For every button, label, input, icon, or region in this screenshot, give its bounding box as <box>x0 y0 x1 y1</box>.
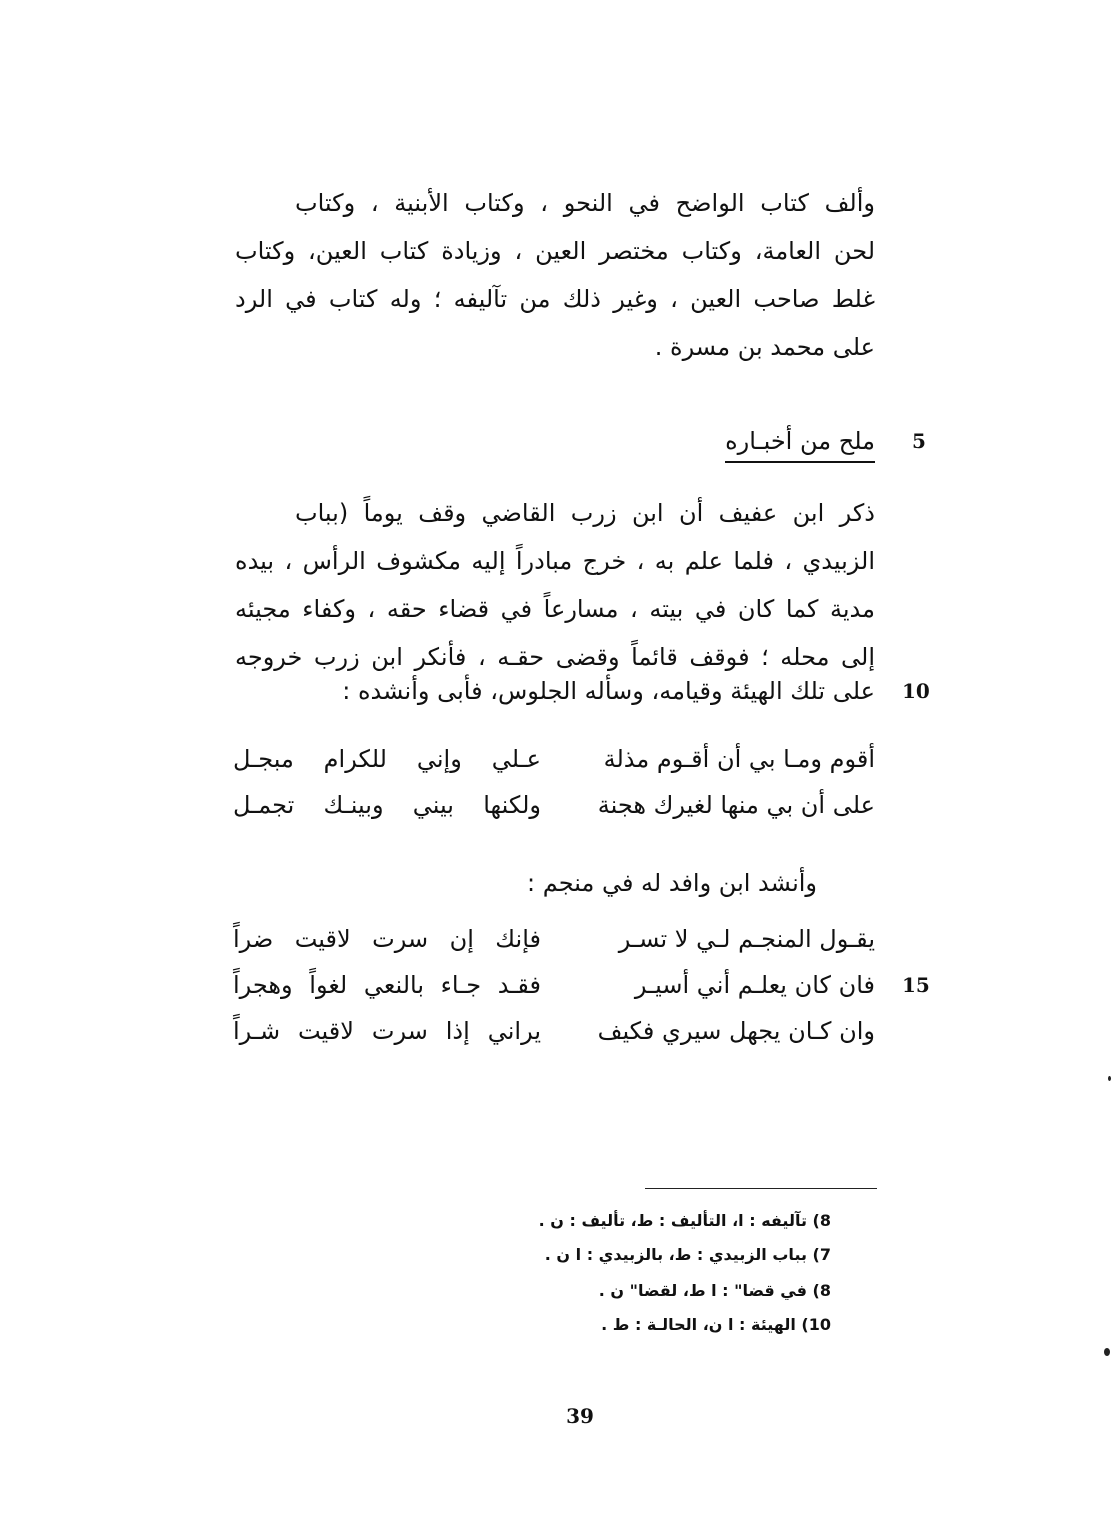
intro-line: غلط صاحب العين ، وغير ذلك من تآليفه ؛ وله كتاب في الرد <box>235 285 875 313</box>
verse-second-hemistich: يراني إذا سرت لاقيت شـراً <box>233 1017 541 1045</box>
verse-first-hemistich: أقوم ومـا بي أن أقـوم مذلة <box>603 745 875 773</box>
story-line: إلى محله ؛ فوقف قائماً وقضى حقـه ، فأنكر ابن زرب خروجه <box>235 643 875 671</box>
story-line: مدية كما كان في بيته ، مسارعاً في قضاء حقه ، وكفاء مجيئه <box>235 595 875 623</box>
line-number-15: 15 <box>902 973 930 997</box>
verse-first-hemistich: على أن بي منها لغيرك هجنة <box>597 791 875 819</box>
intro-line: لحن العامة، وكتاب مختصر العين ، وزيادة كتاب العين، وكتاب <box>235 237 875 265</box>
section-heading <box>725 426 875 463</box>
story-line: على تلك الهيئة وقيامه، وسأله الجلوس، فأبى وأنشده : <box>342 677 875 705</box>
intro-line: وألف كتاب الواضح في النحو ، وكتاب الأبنية ، وكتاب <box>295 189 875 217</box>
line-number-5: 5 <box>912 429 926 453</box>
verse-second-hemistich: فقـد جـاء بالنعي لغواً وهجراً <box>233 971 541 999</box>
verse-second-hemistich: ولكنها بيني وبينـك تجمـل <box>233 791 541 819</box>
section-title: ملح من أخبـاره <box>725 426 875 463</box>
story-line: الزبيدي ، فلما علم به ، خرج مبادراً إليه مكشوف الرأس ، بيده <box>235 547 875 575</box>
scan-speck <box>1104 1348 1110 1356</box>
verse-first-hemistich: وان كـان يجهل سيري فكيف <box>597 1017 875 1045</box>
footnote: 8) تآليفه : ا، التأليف : ط، تأليف : ن . <box>538 1211 831 1230</box>
verse-first-hemistich: فان كان يعلـم أني أسيـر <box>634 971 875 999</box>
verse-first-hemistich: يقـول المنجـم لـي لا تسـر <box>618 925 875 953</box>
footnote-divider <box>645 1188 877 1189</box>
line-number-10: 10 <box>902 679 930 703</box>
footnote: 10) الهيئة : ا ن، الحالـة : ط . <box>601 1315 831 1334</box>
page-number: 39 <box>566 1404 594 1428</box>
footnote: 8) في قضا" : ا ط، لقضا" ن . <box>598 1281 831 1300</box>
transition-line: وأنشد ابن وافد له في منجم : <box>527 869 817 897</box>
verse-second-hemistich: عـلي وإني للكرام مبجـل <box>233 745 541 773</box>
footnote: 7) بباب الزبيدي : ط، بالزبيدي : ا ن . <box>544 1245 831 1264</box>
verse-second-hemistich: فإنك إن سرت لاقيت ضراً <box>233 925 541 953</box>
story-line: ذكر ابن عفيف أن ابن زرب القاضي وقف يوماً (بباب <box>295 499 875 527</box>
intro-line: على محمد بن مسرة . <box>654 333 875 361</box>
scan-speck <box>1108 1076 1111 1081</box>
